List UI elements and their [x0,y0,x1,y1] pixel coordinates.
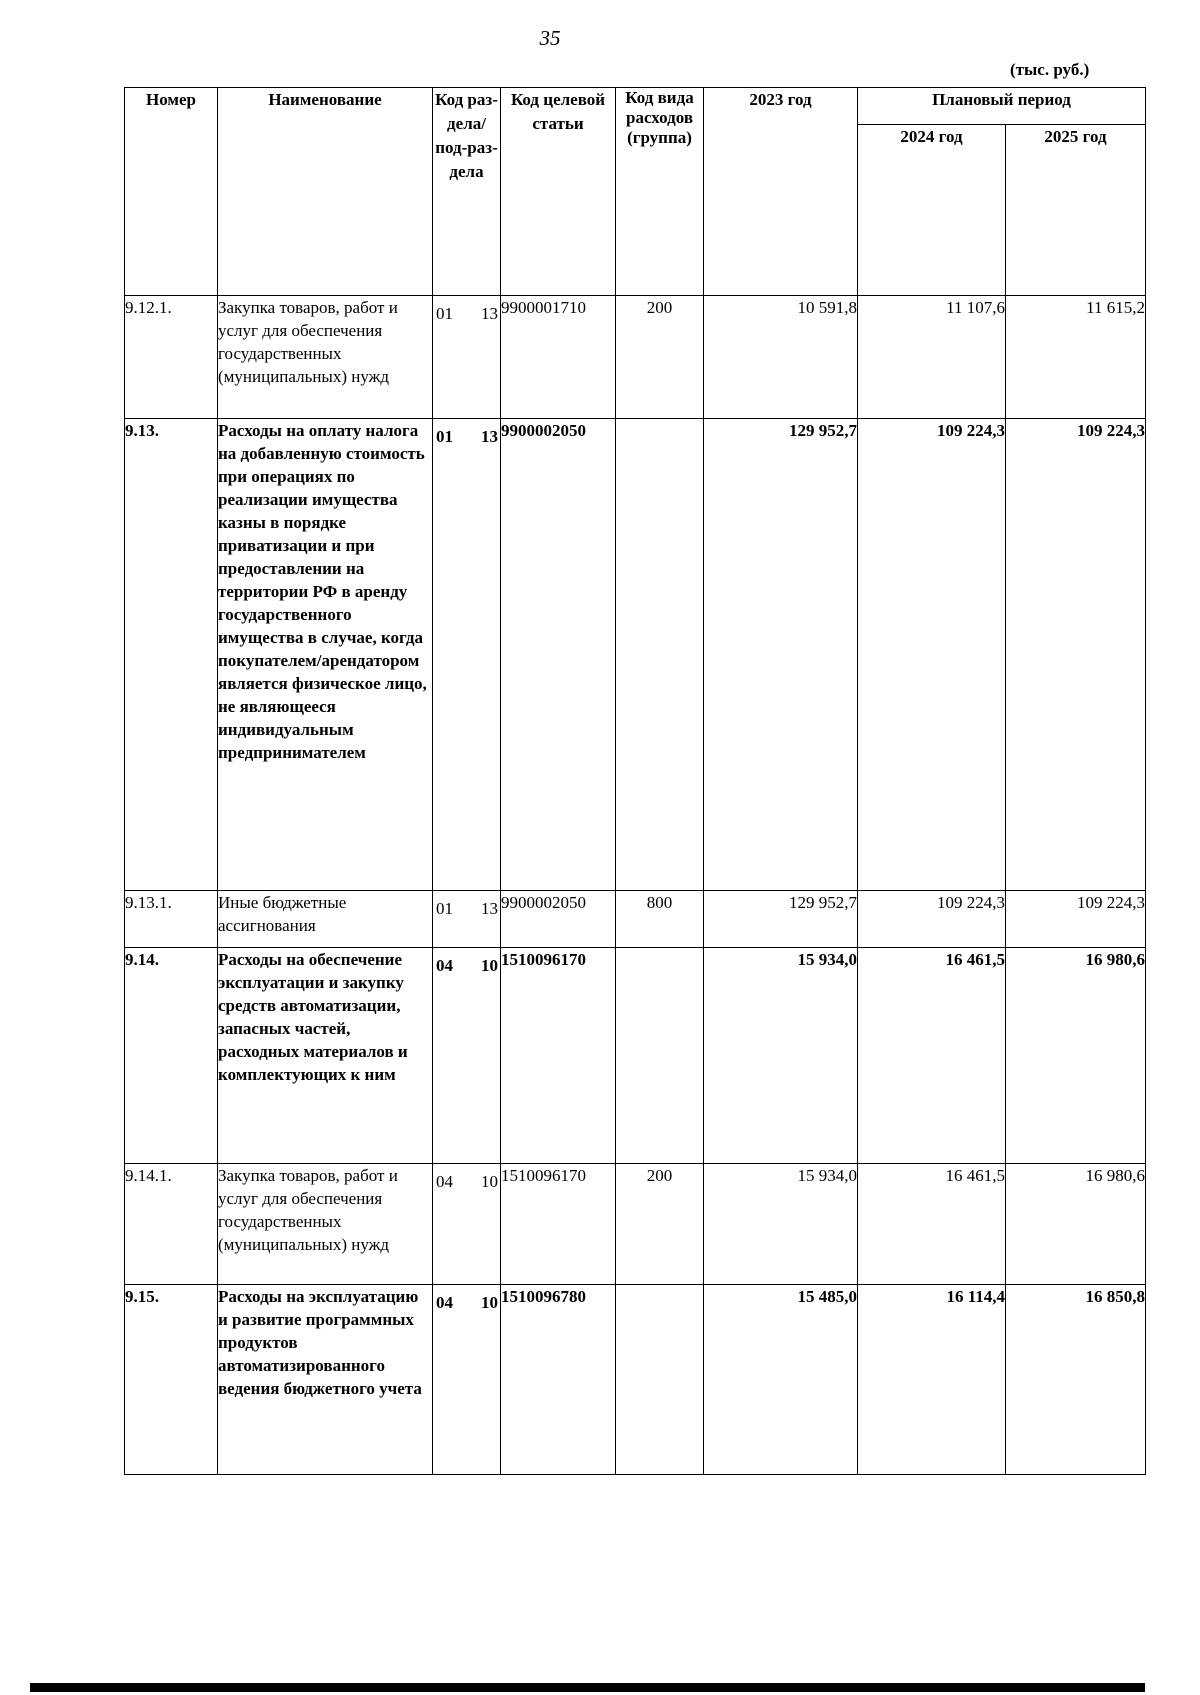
section-code: 04 [436,1293,453,1312]
header-2023: 2023 год [704,88,858,296]
row-name: Расходы на обеспечение эксплуатации и закупку средств автоматизации, запасных частей, расходных материалов и комплектующих к ним [218,948,433,1164]
row-kind: 200 [616,1164,704,1285]
units-label: (тыс. руб.) [1010,60,1090,79]
row-2024: 109 224,3 [858,891,1006,948]
header-number: Номер [125,88,218,296]
row-2023: 15 485,0 [704,1285,858,1475]
row-kind [616,419,704,891]
section-code: 01 [436,304,453,323]
row-kind: 200 [616,296,704,419]
row-number: 9.14.1. [125,1164,218,1285]
section-code: 01 [436,899,453,918]
row-number: 9.13. [125,419,218,891]
row-2025: 16 850,8 [1006,1285,1146,1475]
row-2025: 109 224,3 [1006,419,1146,891]
bottom-rule [30,1683,1145,1692]
row-number: 9.13.1. [125,891,218,948]
row-name: Закупка товаров, работ и услуг для обеспечения государственных (муниципальных) нужд [218,1164,433,1285]
row-2023: 129 952,7 [704,891,858,948]
row-2024: 11 107,6 [858,296,1006,419]
section-code: 04 [436,956,453,975]
row-name: Закупка товаров, работ и услуг для обеспечения государственных (муниципальных) нужд [218,296,433,419]
subsection-code: 10 [481,1293,498,1312]
row-kind: 800 [616,891,704,948]
row-kind [616,948,704,1164]
row-2025: 16 980,6 [1006,948,1146,1164]
row-2023: 10 591,8 [704,296,858,419]
header-section: Код раз-дела/ под-раз-дела [433,88,501,296]
header-target: Код целевой статьи [501,88,616,296]
table-row [125,948,1146,1164]
header-name: Наименование [218,88,433,296]
budget-table [124,87,1146,1475]
subsection-code: 13 [481,899,498,918]
header-2025: 2025 год [1006,125,1146,296]
row-2023: 15 934,0 [704,948,858,1164]
table-row [125,1164,1146,1285]
row-2024: 16 461,5 [858,1164,1006,1285]
row-number: 9.12.1. [125,296,218,419]
table-row [125,296,1146,419]
row-2024: 109 224,3 [858,419,1006,891]
row-section [433,891,501,948]
row-2023: 15 934,0 [704,1164,858,1285]
row-2025: 109 224,3 [1006,891,1146,948]
row-target: 9900001710 [501,296,616,419]
row-2024: 16 461,5 [858,948,1006,1164]
row-section [433,1285,501,1475]
row-number: 9.15. [125,1285,218,1475]
subsection-code: 10 [481,956,498,975]
row-section [433,296,501,419]
row-section [433,419,501,891]
subsection-code: 13 [481,427,498,446]
subsection-code: 13 [481,304,498,323]
row-target: 1510096170 [501,1164,616,1285]
row-section [433,948,501,1164]
section-code: 01 [436,427,453,446]
header-2024: 2024 год [858,125,1006,296]
table-row [125,419,1146,891]
row-name: Расходы на эксплуатацию и развитие программных продуктов автоматизированного ведения бюджетного учета [218,1285,433,1475]
row-kind [616,1285,704,1475]
subsection-code: 10 [481,1172,498,1191]
table-header-row [125,88,1146,125]
row-2025: 11 615,2 [1006,296,1146,419]
row-number: 9.14. [125,948,218,1164]
header-plan-period: Плановый период [858,88,1146,125]
row-section [433,1164,501,1285]
row-name: Иные бюджетные ассигнования [218,891,433,948]
row-2023: 129 952,7 [704,419,858,891]
row-2024: 16 114,4 [858,1285,1006,1475]
row-target: 9900002050 [501,891,616,948]
header-kind: Код вида расходов (группа) [616,88,704,296]
row-target: 1510096780 [501,1285,616,1475]
row-2025: 16 980,6 [1006,1164,1146,1285]
table-row [125,1285,1146,1475]
table-row [125,891,1146,948]
row-target: 9900002050 [501,419,616,891]
page-number: 35 [539,26,561,50]
section-code: 04 [436,1172,453,1191]
row-target: 1510096170 [501,948,616,1164]
row-name: Расходы на оплату налога на добавленную стоимость при операциях по реализации имущества казны в порядке приватизации и при предоставлении на территории РФ в аренду государственного имущества в случае, когда покупателем/арендатором является физическое лицо, не являющееся индивидуальным предпринимателем [218,419,433,891]
